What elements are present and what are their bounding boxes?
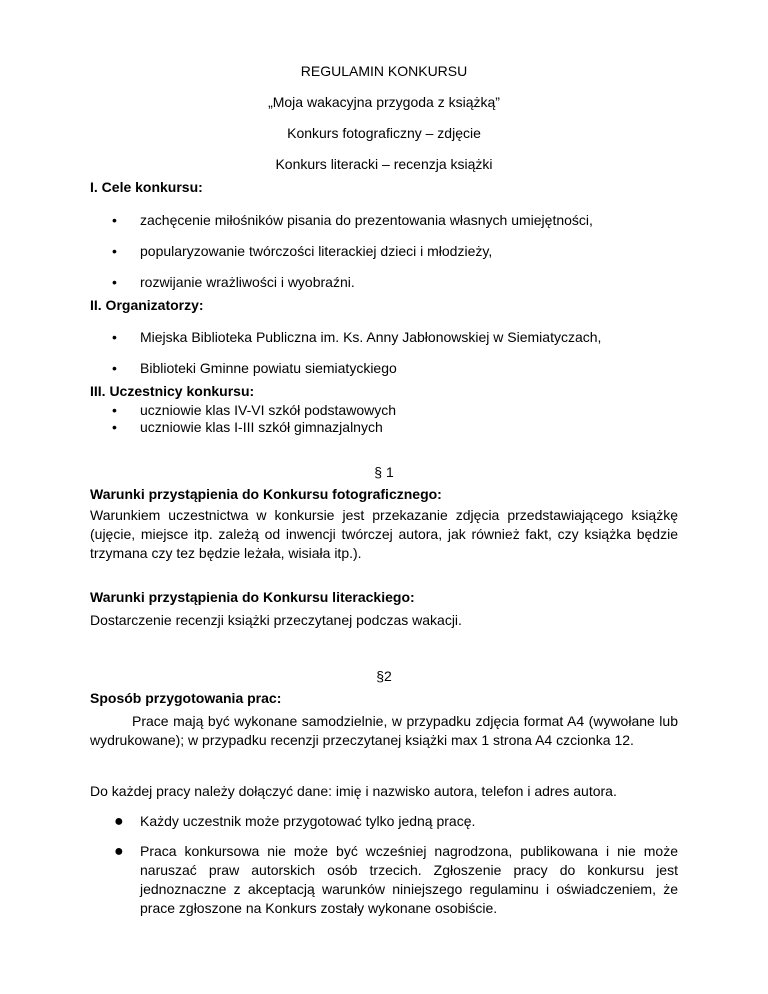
literary-conditions-text: Dostarczenie recenzji książki przeczytanej podczas wakacji.: [90, 612, 462, 628]
bullet-icon: •: [112, 243, 117, 259]
literary-conditions-heading: Warunki przystąpienia do Konkursu literackiego:: [90, 589, 415, 605]
list-item: Miejska Biblioteka Publiczna im. Ks. Anny Jabłonowskiej w Siemiatyczach,: [140, 329, 602, 345]
section-organizers-heading: II. Organizatorzy:: [90, 297, 204, 313]
section-goals-heading: I. Cele konkursu:: [90, 179, 203, 195]
list-item: Praca konkursowa nie może być wcześniej nagrodzona, publikowana i nie może naruszać praw autorskich osób trzecich. Zgłoszenie pracy do konkursu jest jednoznaczne z akceptacją warunków niniejszego regulaminu i oświadczeniem, że prace zgłoszone na Konkurs zostały wykonane osobiście.: [140, 843, 678, 916]
author-data-text: Do każdej pracy należy dołączyć dane: imię i nazwisko autora, telefon i adres autora.: [90, 783, 617, 799]
contest-photo-label: Konkurs fotograficzny – zdjęcie: [287, 125, 481, 141]
bullet-icon: •: [112, 360, 117, 376]
list-item: zachęcenie miłośników pisania do prezentowania własnych umiejętności,: [140, 212, 593, 228]
section-participants-heading: III. Uczestnicy konkursu:: [90, 383, 255, 399]
list-item: rozwijanie wrażliwości i wyobraźni.: [140, 274, 355, 290]
document-title: REGULAMIN KONKURSU: [300, 63, 468, 79]
bullet-icon: •: [112, 274, 117, 290]
bullet-icon: •: [112, 212, 117, 228]
bullet-icon: ●: [114, 843, 124, 860]
bullet-icon: •: [112, 402, 117, 418]
contest-name: „Moja wakacyjna przygoda z książką”: [268, 94, 500, 110]
list-item: popularyzowanie twórczości literackiej dzieci i młodzieży,: [140, 243, 493, 259]
bullet-icon: ●: [114, 813, 124, 830]
bullet-icon: •: [112, 419, 117, 435]
paragraph-1-symbol: § 1: [374, 464, 394, 480]
photo-conditions-text: Warunkiem uczestnictwa w konkursie jest przekazanie zdjęcia przedstawiającego książkę (ujęcie, miejsce itp. zależą od inwencji twórczej autora, jak również fakt, czy książka będzie trzymana czy tez będzie leżała, wisiała itp.).: [90, 507, 678, 561]
paragraph-2-symbol: §2: [376, 668, 392, 684]
list-item: Każdy uczestnik może przygotować tylko jedną pracę.: [140, 813, 476, 829]
photo-conditions-heading: Warunki przystąpienia do Konkursu fotograficznego:: [90, 486, 442, 502]
preparation-heading: Sposób przygotowania prac:: [90, 690, 282, 706]
contest-literary-label: Konkurs literacki – recenzja książki: [275, 156, 493, 172]
list-item: uczniowie klas I-III szkół gimnazjalnych: [140, 419, 383, 435]
list-item: uczniowie klas IV-VI szkół podstawowych: [140, 402, 396, 418]
bullet-icon: •: [112, 329, 117, 345]
preparation-text: Prace mają być wykonane samodzielnie, w przypadku zdjęcia format A4 (wywołane lub wydrukowane); w przypadku recenzji przeczytanej książki max 1 strona A4 czcionka 12.: [90, 713, 678, 748]
list-item: Biblioteki Gminne powiatu siemiatyckiego: [140, 360, 397, 376]
